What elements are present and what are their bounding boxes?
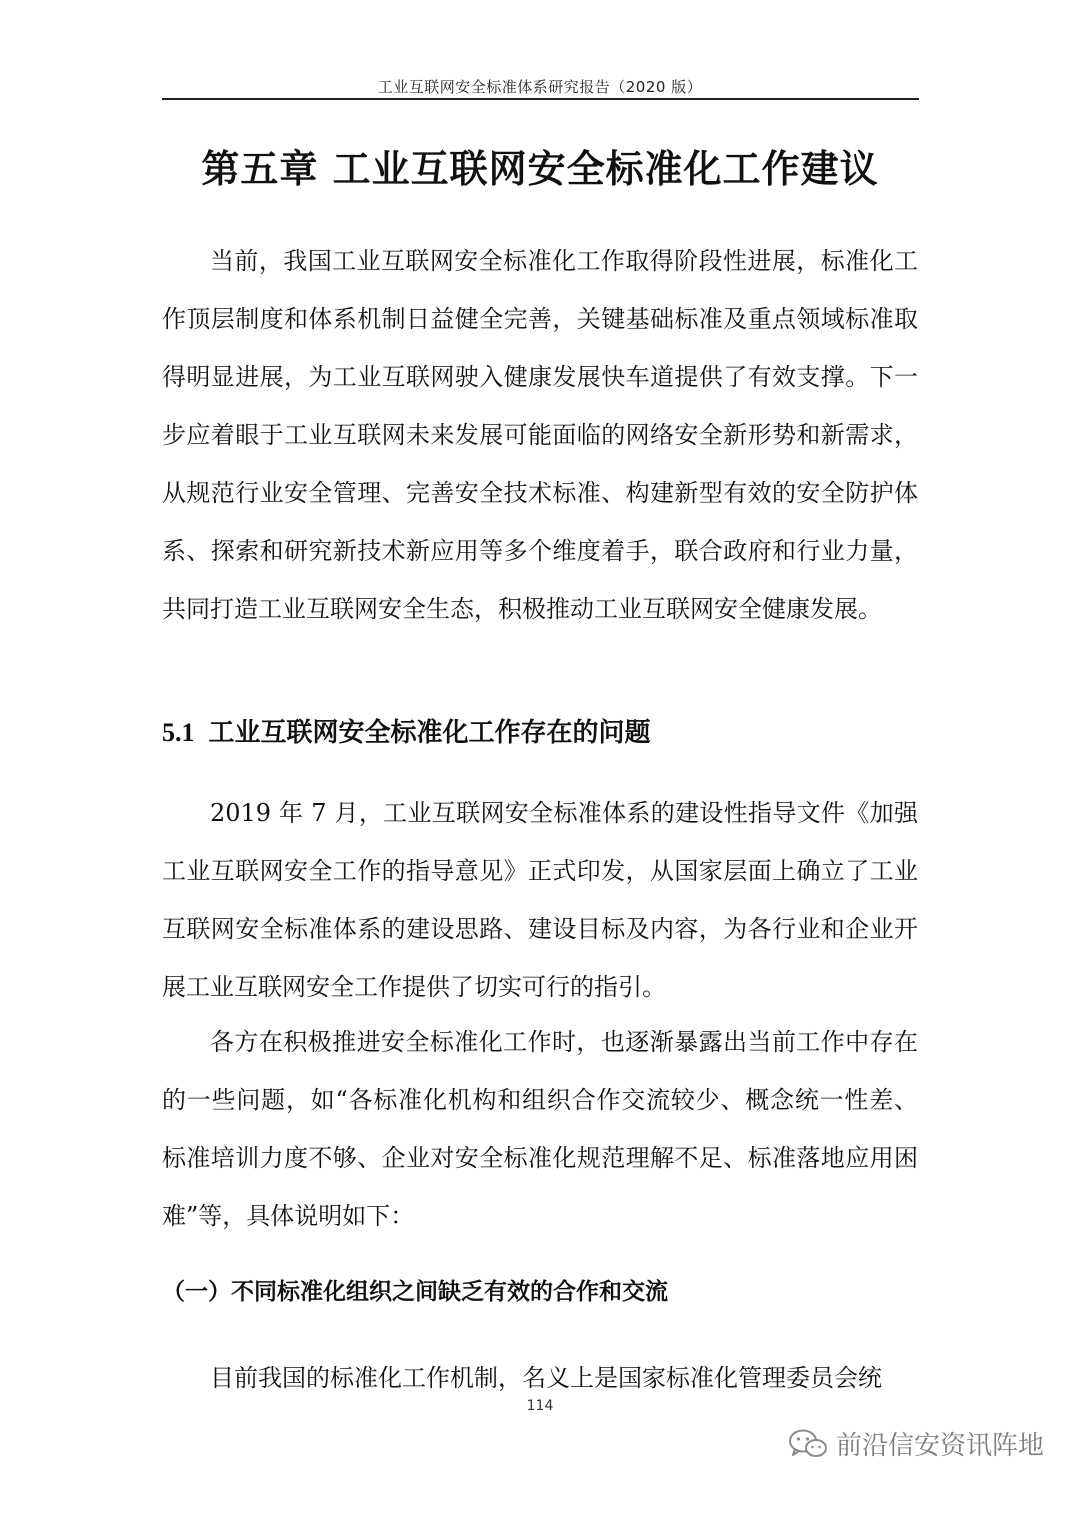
running-header: 工业互联网安全标准体系研究报告（2020 版） bbox=[377, 78, 703, 96]
section-number: 5.1 bbox=[162, 718, 195, 747]
header-divider bbox=[162, 98, 919, 100]
subsection-heading: （一）不同标准化组织之间缺乏有效的合作和交流 bbox=[162, 1279, 668, 1305]
section-heading bbox=[162, 712, 651, 749]
watermark-text: 前沿信安资讯阵地 bbox=[835, 1431, 1044, 1461]
intro-paragraph: 当前，我国工业互联网安全标准化工作取得阶段性进展，标准化工作顶层制度和体系机制日益健全完善，关键基础标准及重点领域标准取得明显进展，为工业互联网驶入健康发展快车道提供了有效支撑。下一步应着眼于工业互联网未来发展可能面临的网络安全新形势和新需求，从规范行业安全管理、完善安全技术标准、构建新型有效的安全防护体系、探索和研究新技术新应用等多个维度着手，联合政府和行业力量，共同打造工业互联网安全生态，积极推动工业互联网安全健康发展。 bbox=[162, 247, 918, 623]
chapter-title: 第五章 工业互联网安全标准化工作建议 bbox=[201, 147, 879, 191]
page-number: 114 bbox=[526, 1398, 554, 1414]
subsection-paragraph: 目前我国的标准化工作机制，名义上是国家标准化管理委员会统 bbox=[210, 1364, 882, 1392]
section-title: 工业互联网安全标准化工作存在的问题 bbox=[208, 718, 651, 748]
watermark bbox=[788, 1425, 1044, 1462]
section-paragraph-2: 各方在积极推进安全标准化工作时，也逐渐暴露出当前工作中存在的一些问题，如“各标准化机构和组织合作交流较少、概念统一性差、标准培训力度不够、企业对安全标准化规范理解不足、标准落地应用困难”等，具体说明如下： bbox=[162, 1028, 918, 1230]
wechat-icon bbox=[788, 1428, 828, 1460]
section-paragraph-1: 2019 年 7 月，工业互联网安全标准体系的建设性指导文件《加强工业互联网安全工作的指导意见》正式印发，从国家层面上确立了工业互联网安全标准体系的建设思路、建设目标及内容，为各行业和企业开展工业互联网安全工作提供了切实可行的指引。 bbox=[162, 799, 918, 1001]
